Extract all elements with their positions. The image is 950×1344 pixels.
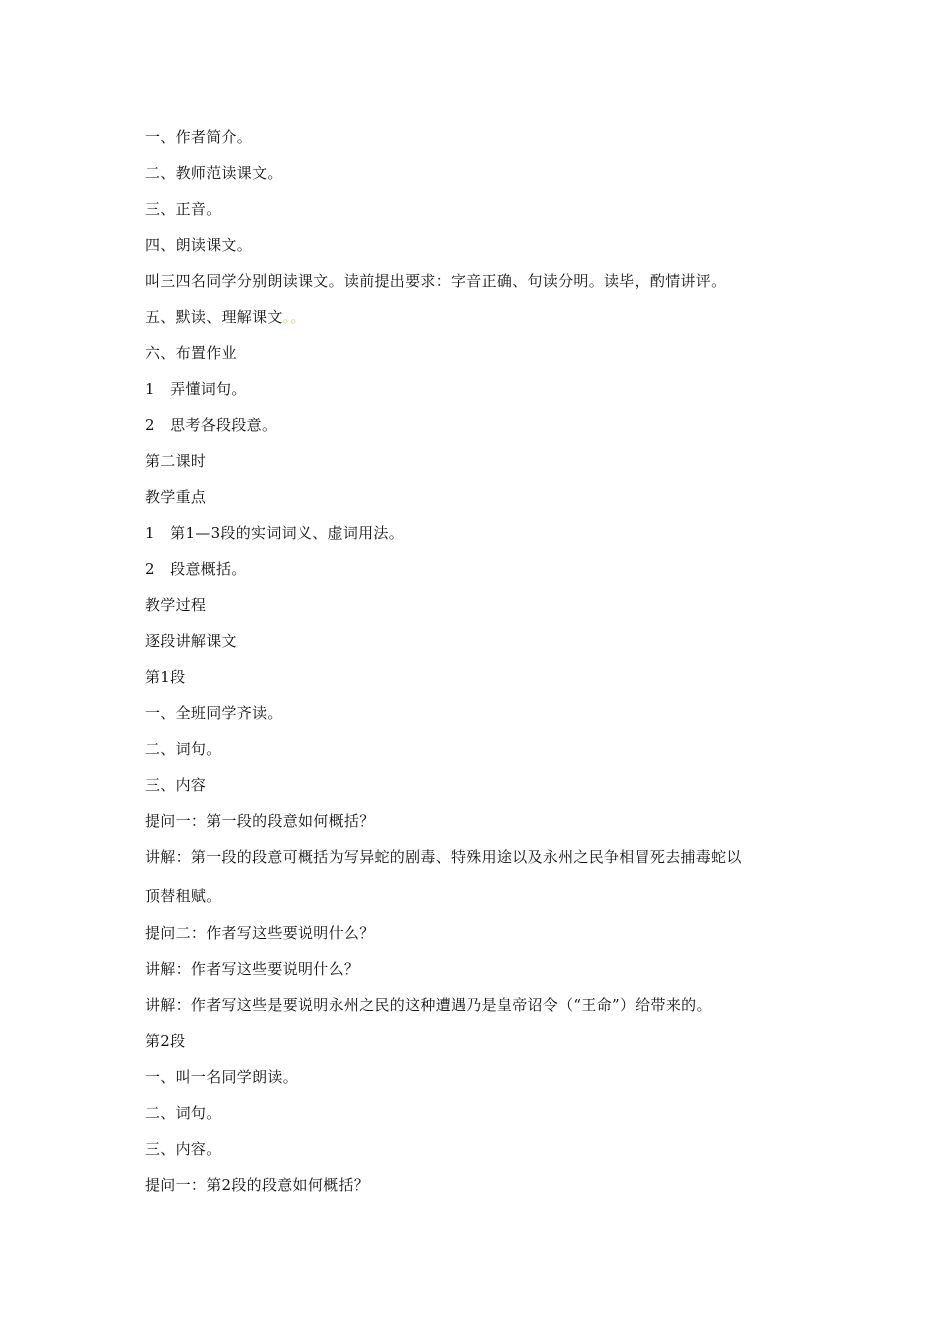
paragraph-1-step-1: 一、全班同学齐读。 [145, 704, 283, 722]
explanation-3: 讲解：作者写这些是要说明永州之民的这种遭遇乃是皇帝诏令（“王命”）给带来的。 [145, 996, 712, 1014]
outline-item-teacher-reading: 二、教师范读课文。 [145, 164, 283, 182]
silent-reading-label: 五、默读、理解课文 [145, 308, 283, 326]
section-heading-key-points: 教学重点 [145, 488, 207, 506]
paragraph-2-step-3: 三、内容。 [145, 1140, 222, 1158]
paragraph-2-heading: 第2段 [145, 1032, 186, 1050]
paragraph-1-heading: 第1段 [145, 668, 186, 686]
outline-item-read-aloud: 四、朗读课文。 [145, 236, 253, 254]
highlight-mark: 。。 [282, 308, 306, 326]
paragraph-2-step-1: 一、叫一名同学朗读。 [145, 1068, 299, 1086]
paragraph-1-step-2: 二、词句。 [145, 740, 222, 758]
homework-item-1: 1 弄懂词句。 [145, 380, 247, 398]
outline-item-homework: 六、布置作业 [145, 344, 237, 362]
key-point-item-1: 1 第1—3段的实词词义、虚词用法。 [145, 524, 405, 542]
process-heading: 逐段讲解课文 [145, 632, 237, 650]
homework-item-2: 2 思考各段段意。 [145, 416, 278, 434]
paragraph-1-step-3: 三、内容 [145, 776, 207, 794]
section-heading-second-lesson: 第二课时 [145, 452, 207, 470]
paragraph-2-step-2: 二、词句。 [145, 1104, 222, 1122]
outline-item-pronunciation: 三、正音。 [145, 200, 222, 218]
question-paragraph-2: 提问一：第2段的段意如何概括？ [145, 1176, 370, 1194]
reading-requirements-text: 叫三四名同学分别朗读课文。读前提出要求：字音正确、句读分明。读毕，酌情讲评。 [145, 272, 727, 290]
outline-item-author-intro: 一、作者简介。 [145, 128, 253, 146]
explanation-1-line-2: 顶替租赋。 [145, 887, 222, 905]
explanation-1-line-1: 讲解：第一段的段意可概括为写异蛇的剧毒、特殊用途以及永州之民争相冒死去捕毒蛇以 [145, 848, 742, 866]
section-heading-teaching-process: 教学过程 [145, 596, 207, 614]
key-point-item-2: 2 段意概括。 [145, 560, 247, 578]
outline-item-silent-reading [145, 308, 306, 326]
question-2: 提问二：作者写这些要说明什么？ [145, 924, 375, 942]
explanation-2: 讲解：作者写这些要说明什么？ [145, 960, 360, 978]
question-1: 提问一：第一段的段意如何概括？ [145, 812, 375, 830]
